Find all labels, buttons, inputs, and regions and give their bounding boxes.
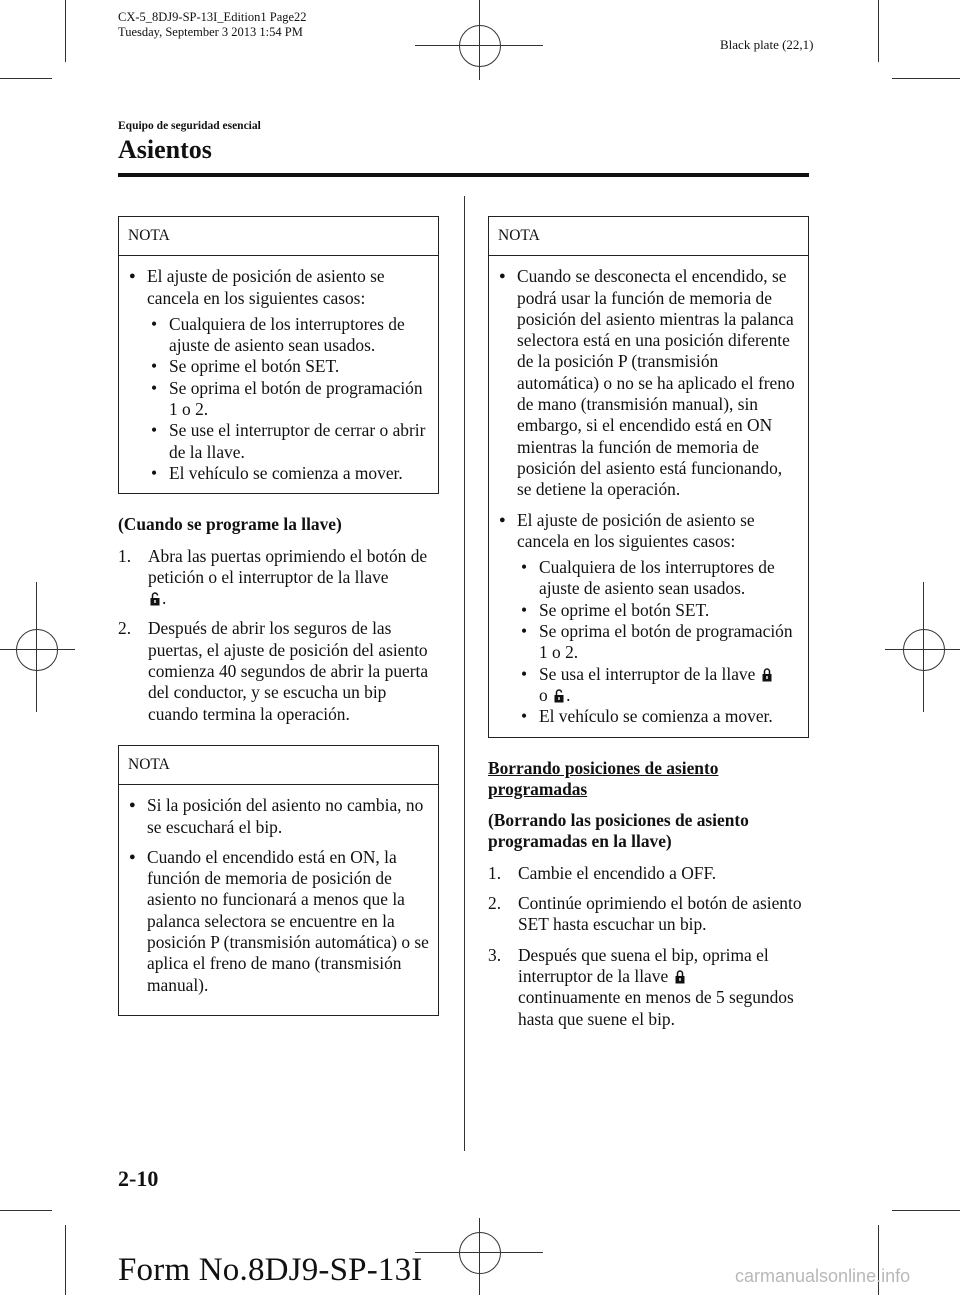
step-number: 3. xyxy=(488,944,502,965)
note-sub-item: • El vehículo se comienza a mover. xyxy=(499,706,799,727)
note-sub-or: o xyxy=(539,684,548,705)
note-sub-list xyxy=(129,314,429,484)
left-column xyxy=(118,216,439,1036)
print-meta xyxy=(118,10,307,40)
note-sub-text: Se usa el interruptor de la llave xyxy=(539,663,756,684)
note-sub-list xyxy=(499,557,799,727)
step-suffix: . xyxy=(162,588,167,609)
step-text-continued: continuamente en menos de 5 segundos hasta que suene el bip. xyxy=(518,987,794,1029)
lock-closed-icon xyxy=(675,968,685,982)
note-sub-item: • Se oprima el botón de programación 1 o 2. xyxy=(499,621,799,664)
subheading: (Cuando se programe la llave) xyxy=(118,514,342,535)
plate-label: Black plate (22,1) xyxy=(720,37,814,52)
note-item xyxy=(129,266,429,484)
note-heading: NOTA xyxy=(119,746,438,785)
note-sub-item xyxy=(499,664,799,707)
watermark: carmanualsonline.info xyxy=(735,1266,911,1286)
note-sub-item: • El vehículo se comienza a mover. xyxy=(129,463,429,484)
note-sub-item: • Se oprima el botón de programación 1 o 2. xyxy=(129,378,429,421)
page-number: 2-10 xyxy=(118,1166,159,1191)
step-number: 2. xyxy=(488,893,502,914)
section-title: Borrando posiciones de asiento programadas xyxy=(488,757,719,799)
lock-open-icon xyxy=(150,590,160,604)
lock-open-icon xyxy=(554,687,564,701)
file-line: CX-5_8DJ9-SP-13I_Edition1 Page22 xyxy=(118,10,307,24)
note-item-text: El ajuste de posición de asiento se cancela en los siguientes casos: xyxy=(147,266,385,308)
step-number: 2. xyxy=(118,618,132,639)
step-number: 1. xyxy=(118,545,132,566)
step-text: Cambie el encendido a OFF. xyxy=(518,862,717,883)
step-item xyxy=(118,546,439,610)
lock-closed-icon xyxy=(762,666,772,680)
form-number: Form No.8DJ9-SP-13I xyxy=(118,1252,423,1288)
note-item: ● Si la posición del asiento no cambia, no se escuchará el bip. xyxy=(129,795,429,838)
note-heading: NOTA xyxy=(119,217,438,256)
note-box xyxy=(488,216,809,738)
step-text: Abra las puertas oprimiendo el botón de petición o el interruptor de la llave xyxy=(148,545,428,587)
column-divider xyxy=(464,196,465,1151)
date-line: Tuesday, September 3 2013 1:54 PM xyxy=(118,25,303,39)
note-sub-item: • Se oprime el botón SET. xyxy=(499,600,799,621)
note-item xyxy=(499,510,799,728)
note-sub-item: • Se oprime el botón SET. xyxy=(129,356,429,377)
note-item-text: El ajuste de posición de asiento se cancela en los siguientes casos: xyxy=(517,509,755,551)
page-title: Asientos xyxy=(118,135,212,164)
step-item xyxy=(488,945,809,1030)
note-item: ● Cuando el encendido está en ON, la función de memoria de posición de asiento no funcionará a menos que la palanca selectora se encuentre en la posición P (transmisión automática) o se aplica el freno de mano (transmisión manual). xyxy=(129,847,429,996)
right-column xyxy=(488,216,809,1039)
note-sub-item: • Cualquiera de los interruptores de ajuste de asiento sean usados. xyxy=(499,557,799,600)
note-heading: NOTA xyxy=(489,217,808,256)
step-item xyxy=(488,863,809,884)
step-item xyxy=(488,893,809,936)
note-item: ● Cuando se desconecta el encendido, se podrá usar la función de memoria de posición del asiento mientras la palanca selectora está en una posición diferente de la posición P (transmisión automática) o no se ha aplicado el freno de mano (transmisión manual), sin embargo, si el encendido está en ON mientras la función de memoria de posición del asiento está funcionando, se detiene la operación. xyxy=(499,266,799,500)
header-rule xyxy=(118,173,809,177)
step-number: 1. xyxy=(488,862,502,883)
step-text: Después que suena el bip, oprima el interruptor de la llave xyxy=(518,944,769,986)
subheading: (Borrando las posiciones de asiento programadas en la llave) xyxy=(488,810,749,852)
section-label: Equipo de seguridad esencial xyxy=(118,120,261,132)
note-sub-suffix: . xyxy=(566,684,571,705)
note-box xyxy=(118,216,439,494)
note-sub-item: • Se use el interruptor de cerrar o abrir de la llave. xyxy=(129,420,429,463)
step-text: Después de abrir los seguros de las puertas, el ajuste de posición del asiento comienza 40 segundos de abrir la puerta del conductor, y se escucha un bip cuando termina la operación. xyxy=(148,618,429,724)
note-box xyxy=(118,745,439,1016)
step-item xyxy=(118,618,439,724)
step-text: Continúe oprimiendo el botón de asiento SET hasta escuchar un bip. xyxy=(518,893,802,935)
note-sub-item: • Cualquiera de los interruptores de ajuste de asiento sean usados. xyxy=(129,314,429,357)
